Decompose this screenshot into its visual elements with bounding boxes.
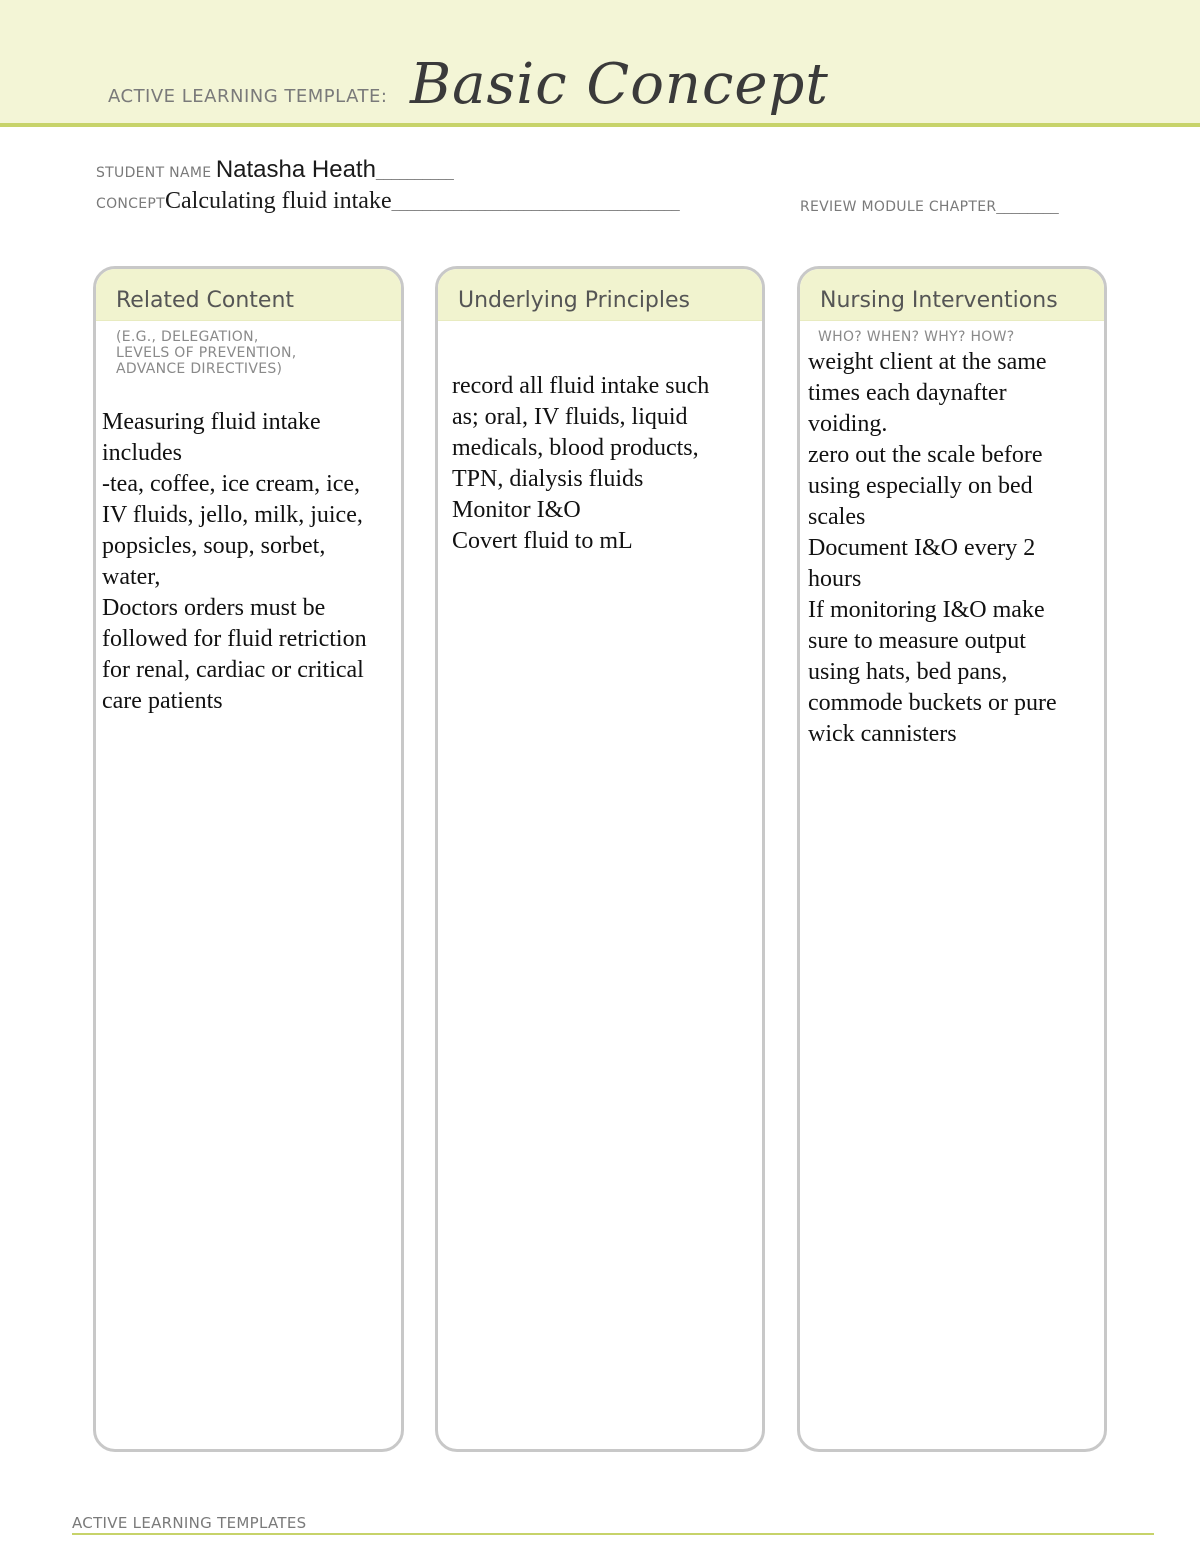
concept-line: _____________________________________ [391, 195, 680, 211]
student-name-line: __________ [375, 164, 454, 180]
related-content-body[interactable]: Measuring fluid intake includes -tea, coffee, ice cream, ice, IV fluids, jello, milk, juice, popsicles, soup, sorbet, water, Doctors orders must be followed for fluid retriction for renal, cardiac or critical care patients [102, 409, 367, 714]
review-module-row [800, 198, 1059, 216]
related-content-subtitle: (E.G., DELEGATION, LEVELS OF PREVENTION, ADVANCE DIRECTIVES) [116, 329, 297, 377]
header-rule [0, 123, 1200, 127]
nursing-interventions-body[interactable]: weight client at the same times each daynafter voiding. zero out the scale before using especially on bed scales Document I&O every 2 hours If monitoring I&O make sure to measure output using hats, bed pans, commode buckets or pure wick cannisters [808, 349, 1057, 747]
template-title: Basic Concept [410, 52, 829, 117]
related-content-header: Related Content [96, 269, 401, 321]
underlying-principles-header: Underlying Principles [438, 269, 762, 321]
nursing-interventions-column [797, 266, 1107, 1452]
student-name-row [96, 156, 454, 184]
nursing-interventions-header: Nursing Interventions [800, 269, 1104, 321]
nursing-interventions-subtitle: WHO? WHEN? WHY? HOW? [818, 329, 1015, 345]
related-content-column [93, 266, 404, 1452]
concept-row [96, 188, 680, 215]
template-label: ACTIVE LEARNING TEMPLATE: [108, 86, 388, 107]
concept-label: CONCEPT [96, 196, 165, 212]
underlying-principles-body[interactable]: record all fluid intake such as; oral, IV fluids, liquid medicals, blood products, TPN, dialysis fluids Monitor I&O Covert fluid to mL [452, 373, 710, 554]
review-module-label: REVIEW MODULE CHAPTER [800, 199, 997, 215]
concept-value[interactable]: Calculating fluid intake [164, 188, 392, 214]
student-name-label: STUDENT NAME [96, 165, 212, 181]
footer-rule [72, 1533, 1154, 1535]
student-name-value[interactable]: Natasha Heath [215, 156, 376, 183]
underlying-principles-column [435, 266, 765, 1452]
review-module-line[interactable]: ________ [996, 198, 1059, 214]
footer-text: ACTIVE LEARNING TEMPLATES [72, 1514, 307, 1532]
